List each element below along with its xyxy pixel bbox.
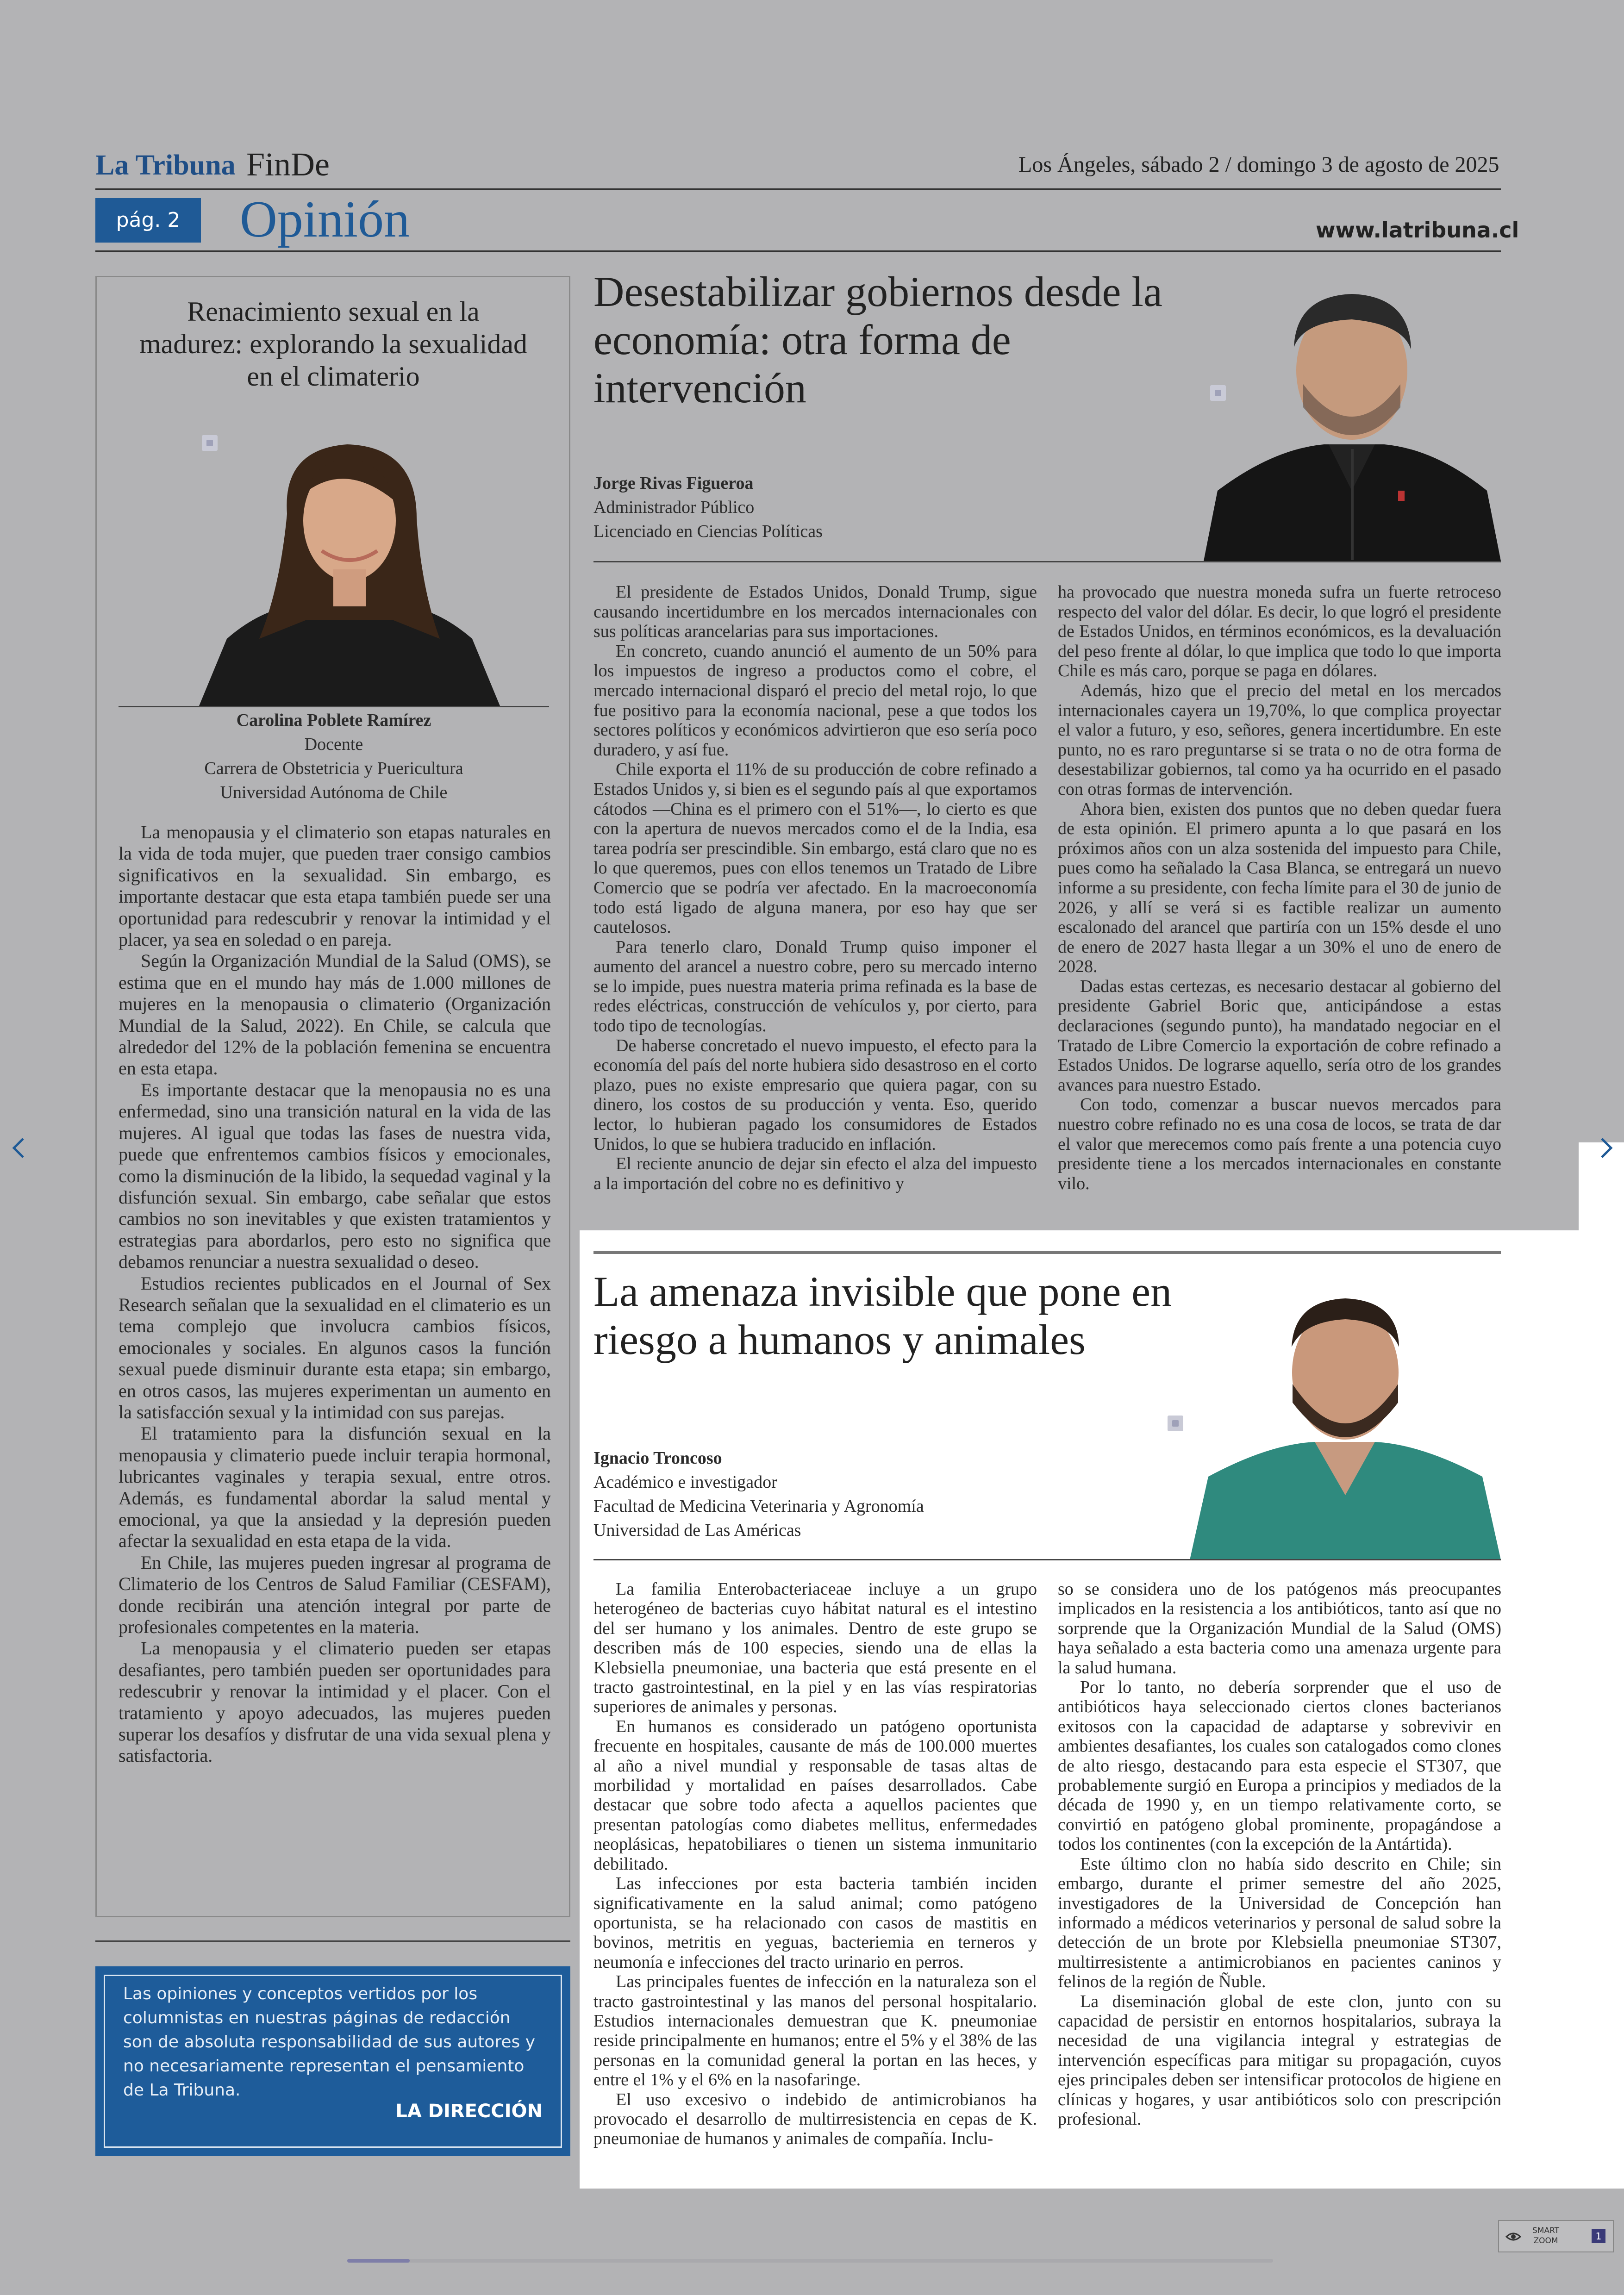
section-brand: FinDe xyxy=(246,146,330,183)
bottom-author-dept: Facultad de Medicina Veterinaria y Agronomía xyxy=(593,1497,924,1516)
header-rule-bottom xyxy=(95,250,1501,252)
paragraph: En Chile, las mujeres pueden ingresar al programa de Climaterio de los Centros de Salud Familiar (CESFAM), donde recibirán una atención integral por parte de profesionales competentes en la materia. xyxy=(119,1552,551,1638)
paragraph: De haberse concretado el nuevo impuesto, el efecto para la economía del país del norte hubiera sido desastroso en el corto plazo, pues no existe empresario que quiera pagar, con su dinero, los costos de su producción y venta. Eso, querido lector, lo hubieran pagado los consumidores de Estados Unidos, lo que se hubiera traducido en inflación. xyxy=(593,1035,1037,1154)
chevron-left-icon xyxy=(5,1129,32,1166)
paragraph: La diseminación global de este clon, junto con su capacidad de persistir en entornos hospitalarios, subraya la necesidad de una vigilancia integral y estrategias de intervención específicas para mitigar su propagación, cuyos ejes principales deben ser intensificar protocolos de higiene en clínicas y hogares, y usar antibióticos solo con prescripción profesional. xyxy=(1058,1991,1501,2129)
top-article-col1 xyxy=(593,582,1037,1193)
paragraph: El tratamiento para la disfunción sexual en la menopausia y climaterio puede incluir terapia hormonal, lubricantes vaginales y terapia sexual, entre otros. Además, es fundamental abordar la salud mental y emocional, ya que la ansiedad y la depresión pueden afectar la sexualidad en esta etapa de la vida. xyxy=(119,1423,551,1552)
disclaimer-signature: LA DIRECCIÓN xyxy=(395,2101,543,2122)
paragraph: Para tenerlo claro, Donald Trump quiso imponer el aumento del arancel a nuestro cobre, pero su mercado interno se lo impide, pues nuestra materia prima refinada es la base de redes eléctricas, construcción de vehículos y, por cierto, para todo tipo de tecnologías. xyxy=(593,937,1037,1036)
website-label: www.latribuna.cl xyxy=(1316,218,1519,243)
bottom-article-col2 xyxy=(1058,1579,1501,2129)
page-scroll-thumb[interactable] xyxy=(347,2259,410,2263)
page-scroll-track[interactable] xyxy=(347,2259,1273,2263)
paragraph: La menopausia y el climaterio son etapas naturales en la vida de toda mujer, que pueden traer consigo cambios significativos en la sexualidad. Sin embargo, es importante destacar que esta etapa también puede ser una oportunidad para redescubrir y renovar la intimidad y el placer, ya sea en soledad o en pareja. xyxy=(119,822,551,950)
left-author-institution: Universidad Autónoma de Chile xyxy=(220,783,448,802)
paragraph: so se considera uno de los patógenos más preocupantes implicados en la resistencia a los antibióticos, tanto así que no sorprende que la Organización Mundial de la Salud (OMS) haya señalado a esta bacteria como una amenaza urgente para la salud humana. xyxy=(1058,1579,1501,1678)
paragraph: El reciente anuncio de dejar sin efecto el alza del impuesto a la importación del cobre no es definitivo y xyxy=(593,1154,1037,1193)
smart-zoom-label-line2: ZOOM xyxy=(1533,2236,1558,2245)
smart-zoom-control[interactable] xyxy=(1498,2220,1614,2252)
left-author-name: Carolina Poblete Ramírez xyxy=(236,711,431,730)
next-page-button[interactable] xyxy=(1593,1129,1620,1166)
masthead-logo: La Tribuna xyxy=(95,150,236,181)
paragraph: En humanos es considerado un patógeno oportunista frecuente en hospitales, causante de más de 100.000 muertes al año a nivel mundial y responsable de tasas altas de morbilidad y mortalidad en países desarrollados. Cabe destacar que sobre todo afecta a aquellos pacientes que presentan patologías como diabetes mellitus, enfermedades neoplásicas, hepatobiliares o tienen un sistema inmunitario debilitado. xyxy=(593,1716,1037,1874)
page-badge: pág. 2 xyxy=(95,198,201,243)
paragraph: Dadas estas certezas, es necesario destacar al gobierno del presidente Gabriel Boric que, anticipándose a estas declaraciones (segundo punto), ha mandatado negociar en el Tratado de Libre Comercio la exportación de cobre refinado a Estados Unidos. De lograrse aquello, sería otro de los grandes avances para nuestro Estado. xyxy=(1058,976,1501,1095)
paragraph: Además, hizo que el precio del metal en los mercados internacionales cayera un 19,70%, lo que complica proyectar el valor a futuro, y eso, señores, genera incertidumbre. En este punto, no es raro preguntarse si se trata o no de otra forma de desestabilizar gobiernos, tal como ya ha ocurrido en el pasado con otras formas de intervención. xyxy=(1058,680,1501,799)
bottom-article-title: La amenaza invisible que pone en riesgo a humanos y animales xyxy=(593,1268,1172,1363)
paragraph: Ahora bien, existen dos puntos que no deben quedar fuera de esta opinión. El primero apunta a lo que pasará en los próximos años con un alza sostenida del impuesto para Chile, pues como ha señalado la Casa Blanca, se entregará un nuevo informe a su presidente, con fecha límite para el 30 de junio de 2026, y allí se verá si es factible realizar un aumento escalonado del arancel que partiría con un 15% desde el uno de enero de 2027 hasta llegar a un 30% el uno de enero de 2028. xyxy=(1058,799,1501,977)
bottom-author-name: Ignacio Troncoso xyxy=(593,1448,722,1468)
paragraph: Estudios recientes publicados en el Journal of Sex Research señalan que la sexualidad en el climaterio es un tema complejo que involucra cambios físicos, emocionales y sociales. En algunos casos la función sexual puede disminuir durante esta etapa; sin embargo, en otros casos, las mujeres experimentan un aumento en la satisfacción sexual y la intimidad con sus parejas. xyxy=(119,1272,551,1422)
author-photo-rivas xyxy=(1204,273,1501,561)
top-author-block xyxy=(593,471,1010,543)
dateline: Los Ángeles, sábado 2 / domingo 3 de agosto de 2025 xyxy=(1018,152,1499,177)
author-photo-troncoso xyxy=(1190,1278,1501,1560)
smart-zoom-value: 1 xyxy=(1592,2229,1605,2243)
bottom-author-institution: Universidad de Las Américas xyxy=(593,1521,801,1540)
left-author-role: Docente xyxy=(304,735,363,754)
bottom-article-rule xyxy=(593,1559,1501,1560)
top-author-role: Administrador Público xyxy=(593,498,755,517)
bottom-article-top-rule xyxy=(593,1251,1501,1254)
chevron-right-icon xyxy=(1593,1129,1620,1166)
bottom-article-col1 xyxy=(593,1579,1037,2149)
bottom-author-block xyxy=(593,1446,1149,1542)
paragraph: Según la Organización Mundial de la Salud (OMS), se estima que en el mundo hay más de 1.000 millones de mujeres en la menopausia o climaterio (Organización Mundial de la Salud, 2022). En Chile, se calcula que alrededor del 12% de la población femenina se encuentra en esta etapa. xyxy=(119,950,551,1079)
paragraph: El uso excesivo o indebido de antimicrobianos ha provocado el desarrollo de multirresistencia en cepas de K. pneumoniae de humanos y animales de compañía. Inclu- xyxy=(593,2089,1037,2149)
left-article-body xyxy=(119,822,551,1767)
smart-zoom-label-line1: SMART xyxy=(1532,2226,1560,2235)
paragraph: El presidente de Estados Unidos, Donald Trump, sigue causando incertidumbre en los mercados internacionales con sus políticas arancelarias para sus importaciones. xyxy=(593,582,1037,642)
bottom-author-role: Académico e investigador xyxy=(593,1472,777,1492)
top-article-rule xyxy=(593,561,1501,562)
paragraph: Este último clon no había sido descrito en Chile; sin embargo, durante el primer semestre del año 2025, investigadores de la Universidad de Concepción han informado a médicos veterinarios y personal de salud sobre la detección de un brote por Klebsiella pneumoniae ST307, multirresistente a antimicrobianos en pacientes caninos y felinos de la región de Ñuble. xyxy=(1058,1854,1501,1992)
left-author-block xyxy=(119,708,549,804)
paragraph: ha provocado que nuestra moneda sufra un fuerte retroceso respecto del valor del dólar. Es decir, lo que logró el presidente de Estados Unidos, en términos económicos, es la devaluación del peso frente al dólar, lo que implica que todo lo que importa Chile es más caro, porque se paga en dólares. xyxy=(1058,582,1501,681)
left-author-dept: Carrera de Obstetricia y Puericultura xyxy=(204,759,463,778)
disclaimer-panel xyxy=(95,1966,570,2156)
disclaimer-text: Las opiniones y conceptos vertidos por los columnistas en nuestras páginas de redacción son de absoluta responsabilidad de sus autores y no necesariamente representan el pensamiento de La Tribuna. xyxy=(123,1984,535,2100)
prev-page-button[interactable] xyxy=(5,1129,32,1166)
paragraph: Con todo, comenzar a buscar nuevos mercados para nuestro cobre refinado no es una cosa de locos, se trata de dar el valor que merecemos como país frente a una potencia cuyo presidente tiene a los mercados internacionales en constante vilo. xyxy=(1058,1095,1501,1193)
top-author-name: Jorge Rivas Figueroa xyxy=(593,474,754,493)
smart-zoom-label xyxy=(1532,2226,1559,2246)
paragraph: La menopausia y el climaterio pueden ser etapas desafiantes, pero también pueden ser oportunidades para redescubrir y renovar la intimidad y el placer. Con el tratamiento y apoyo adecuados, las mujeres pueden superar los desafíos y disfrutar de una vida sexual plena y satisfactoria. xyxy=(119,1638,551,1766)
paragraph: En concreto, cuando anunció el aumento de un 50% para los impuestos de ingreso a productos como el cobre, el mercado internacional disparó el precio del metal rojo, lo que fue positivo para la economía nacional, pese a que todos los sectores políticos y económicos advirtieron que eso sería poco duradero, y así fue. xyxy=(593,641,1037,760)
disclaimer-rule xyxy=(95,1940,570,1942)
paragraph: Es importante destacar que la menopausia no es una enfermedad, sino una transición natural en la vida de las mujeres. Al igual que todas las fases de nuestra vida, puede que enfrentemos cambios físicos y emocionales, como la disminución de la libido, la sequedad vaginal y la disfunción sexual. Sin embargo, cabe señalar que estos cambios no son inevitables y que existen tratamientos y estrategias para abordarlos, pero esto no significa que debamos renunciar a nuestra sexualidad o deseo. xyxy=(119,1079,551,1272)
eye-icon xyxy=(1505,2230,1521,2243)
author-photo-poblete xyxy=(199,421,500,706)
paragraph: Chile exporta el 11% de su producción de cobre refinado a Estados Unidos y, si bien es el segundo país al que exportamos cátodos —China es el primero con el 51%—, lo cierto es que con la apertura de nuevos mercados como el de la India, esa tarea podría ser prescindible. Sin embargo, está claro que no es lo que queremos, pues con ellos tenemos un Tratado de Libre Comercio que se podría ver afectado. En la macroeconomía todo está ligado de alguna manera, por eso hay que ser cautelosos. xyxy=(593,760,1037,937)
top-article-col2 xyxy=(1058,582,1501,1193)
left-article-title: Renacimiento sexual en la madurez: explorando la sexualidad en el climaterio xyxy=(139,296,527,392)
top-author-degree: Licenciado en Ciencias Políticas xyxy=(593,522,823,541)
paragraph: La familia Enterobacteriaceae incluye a un grupo heterogéneo de bacterias cuyo hábitat natural es el intestino del ser humano y los animales. Dentro de este grupo se describen más de 100 especies, siendo una de ellas la Klebsiella pneumoniae, una bacteria que está presente en el tracto gastrointestinal, en la piel y en las vías respiratorias superiores de animales y personas. xyxy=(593,1579,1037,1717)
paragraph: Las infecciones por esta bacteria también inciden significativamente en la salud animal; como patógeno oportunista, se ha relacionado con casos de mastitis en bovinos, metritis en yeguas, bacteriemia en terneros y neumonía e infecciones del tracto urinario en perros. xyxy=(593,1874,1037,1972)
top-article-title: Desestabilizar gobiernos desde la economía: otra forma de intervención xyxy=(593,268,1162,412)
section-title: Opinión xyxy=(240,191,410,248)
paragraph: Las principales fuentes de infección en la naturaleza son el tracto gastrointestinal y las manos del personal hospitalario. Estudios internacionales demuestran que K. pneumoniae reside principalmente en humanos; entre el 5% y el 38% de las personas en la comunidad general la portan en las heces, y entre el 1% y el 6% en la nasofaringe. xyxy=(593,1972,1037,2090)
left-photo-rule xyxy=(119,706,549,707)
paragraph: Por lo tanto, no debería sorprender que el uso de antibióticos haya seleccionado ciertos clones bacterianos exitosos con la capacidad de adaptarse y sobrevivir en ambientes desafiantes, los cuales son catalogados como clones de alto riesgo, destacando para esta especie el ST307, que probablemente surgió en Europa a principios y mediados de la década de 1990 y, en un tiempo relativamente corto, se convirtió en patógeno global prominente, propagándose a todos los continentes (con la excepción de la Antártida). xyxy=(1058,1678,1501,1854)
image-placeholder-icon xyxy=(1168,1416,1183,1431)
